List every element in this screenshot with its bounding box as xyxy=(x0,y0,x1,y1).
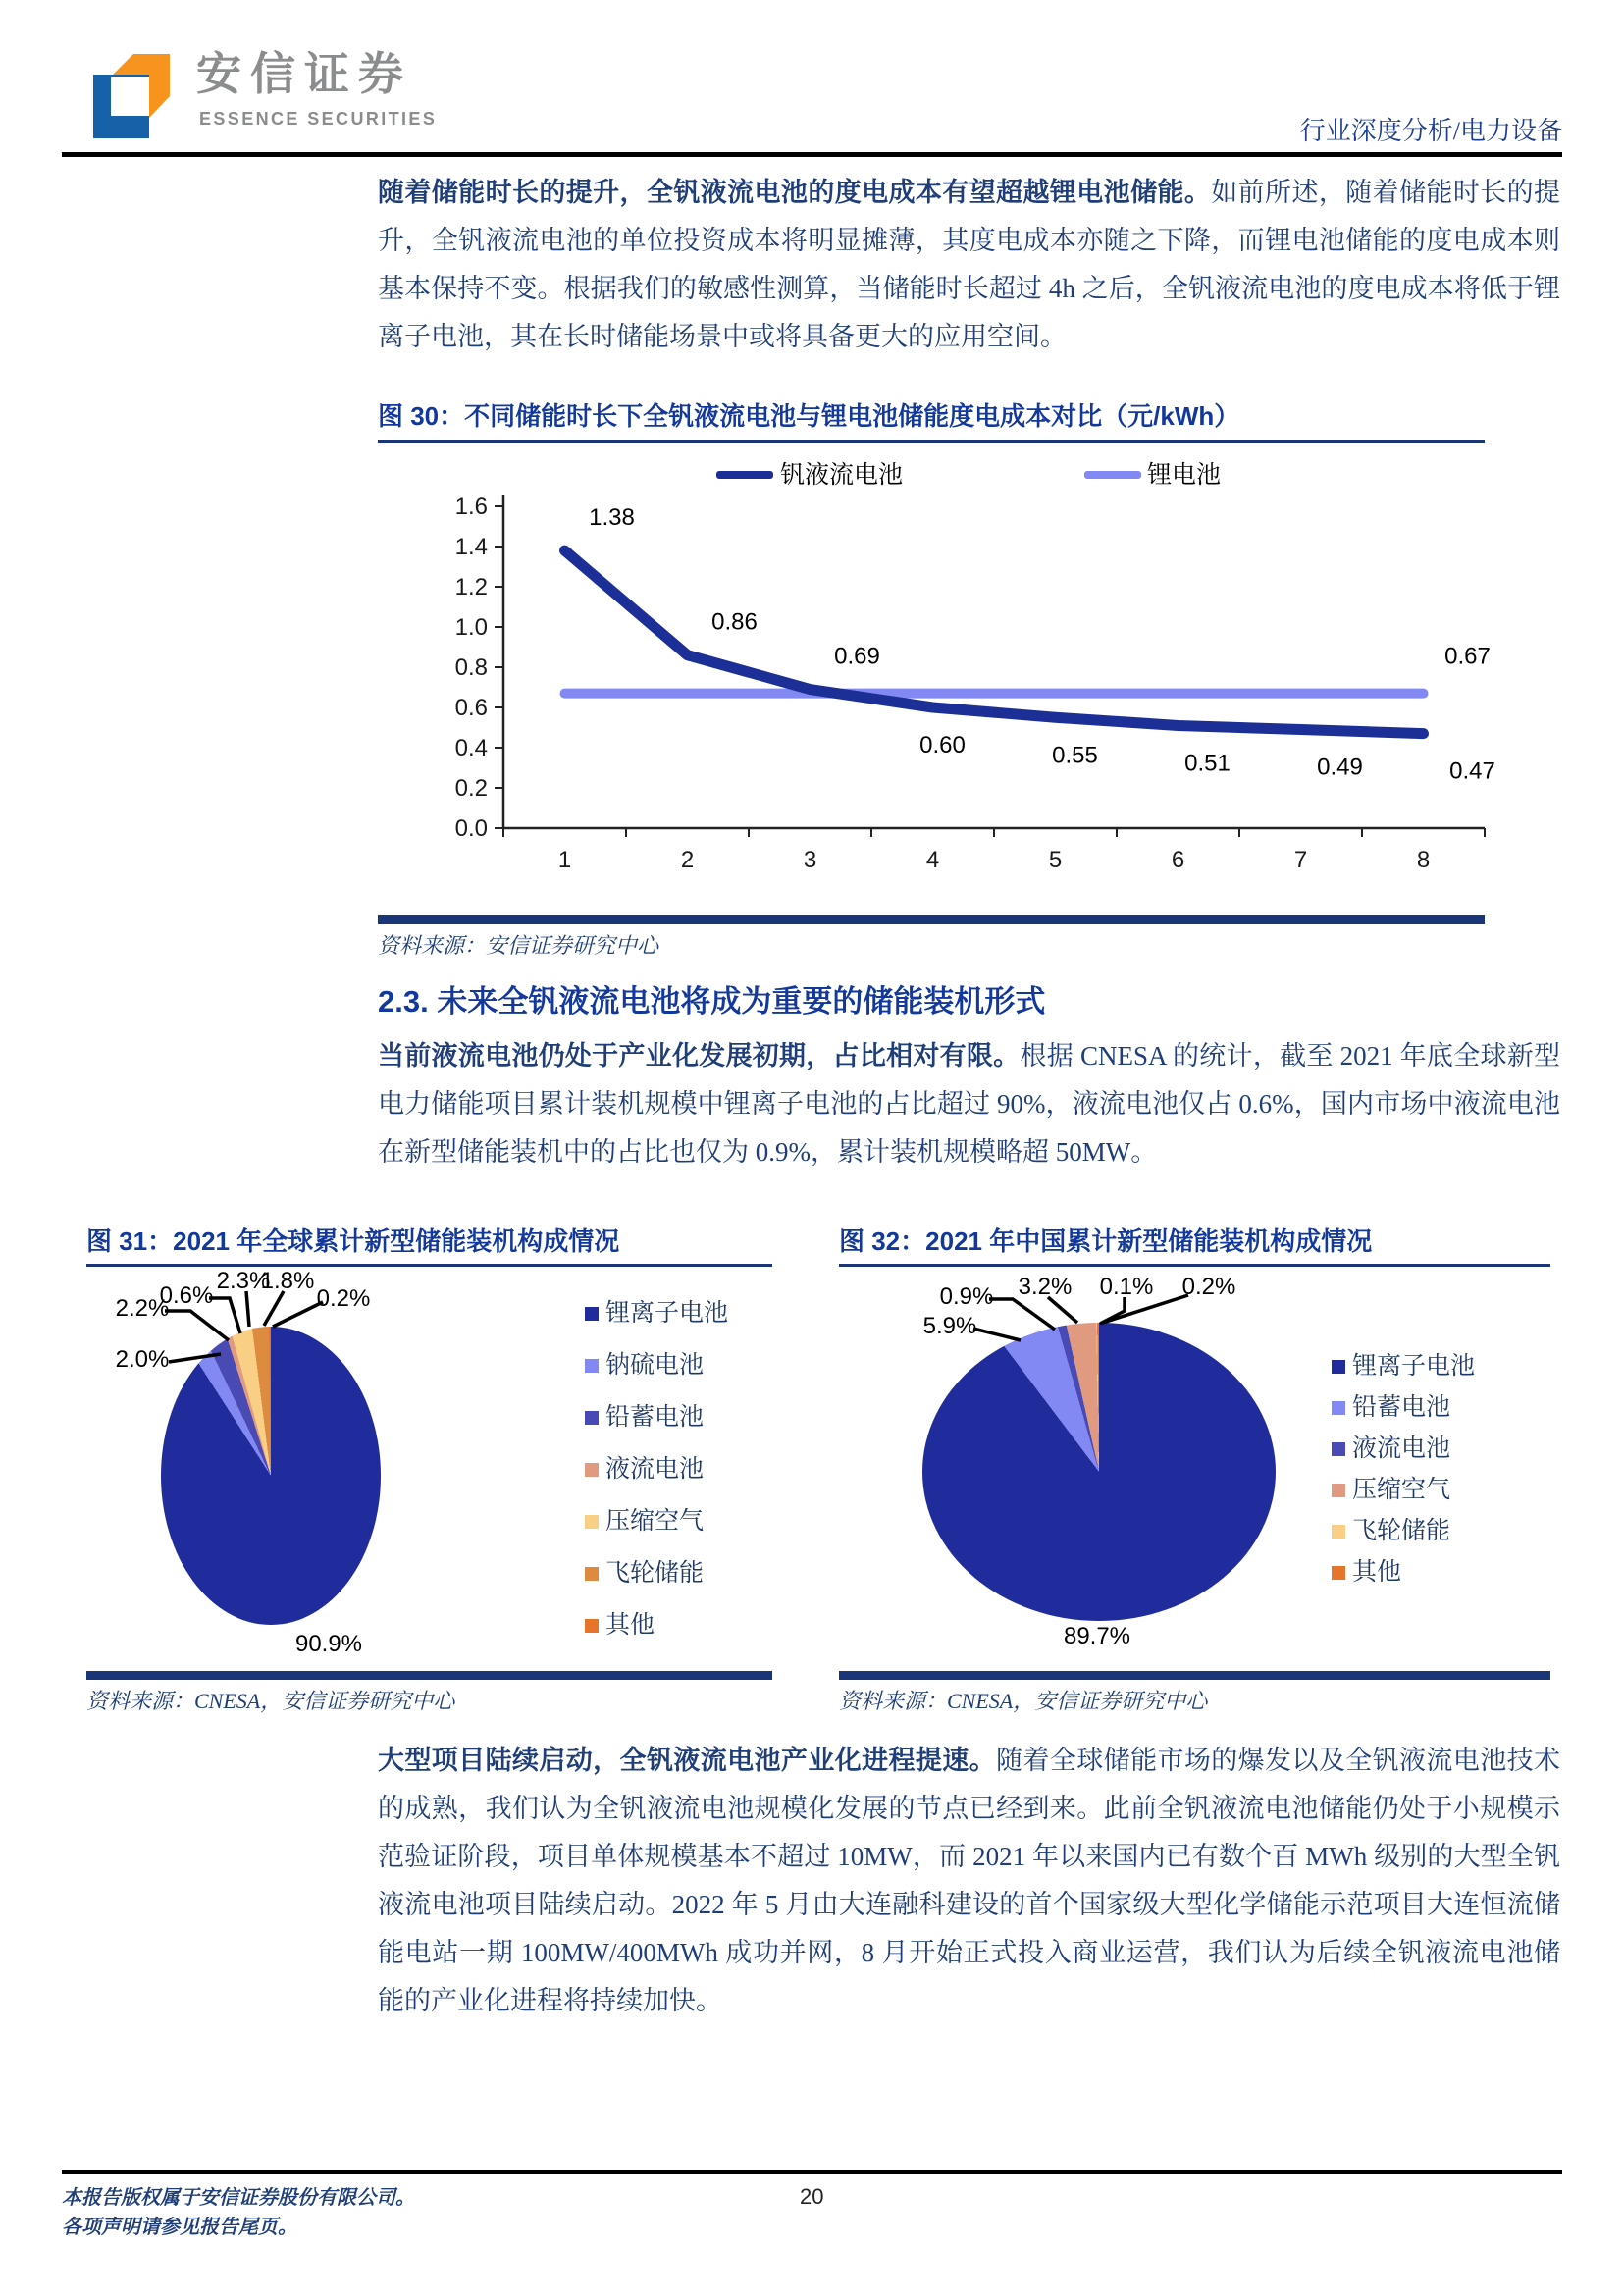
pie-slice-label: 0.9% xyxy=(939,1283,994,1310)
figure32-source: 资料来源：CNESA，安信证券研究中心 xyxy=(839,1689,1208,1713)
legend-item: 压缩空气 xyxy=(1332,1470,1475,1511)
svg-text:1.6: 1.6 xyxy=(454,494,488,520)
figure31-legend xyxy=(585,1287,728,1651)
svg-text:4: 4 xyxy=(925,847,940,873)
figure32-title: 图 32：2021 年中国累计新型储能装机构成情况 xyxy=(839,1226,1373,1256)
legend-item: 其他 xyxy=(1332,1552,1475,1593)
figure30-title-underline xyxy=(378,440,1485,443)
pie-slice-label: 2.3% xyxy=(216,1268,271,1294)
legend-swatch xyxy=(1332,1401,1345,1415)
legend-swatch xyxy=(1332,1484,1345,1497)
legend-swatch xyxy=(585,1515,599,1529)
header-rule xyxy=(62,152,1562,157)
svg-text:0.51: 0.51 xyxy=(1184,750,1231,777)
pie-slice-label: 2.0% xyxy=(115,1346,170,1373)
legend-swatch xyxy=(585,1411,599,1425)
legend-swatch xyxy=(585,1359,599,1373)
brand-name-cn: 安信证券 xyxy=(196,48,412,99)
svg-text:1.2: 1.2 xyxy=(454,574,488,600)
svg-text:1.38: 1.38 xyxy=(589,504,635,532)
svg-text:2: 2 xyxy=(680,847,695,873)
paragraph-cost-comparison xyxy=(378,169,1560,361)
footer-disclaimer: 各项声明请参见报告尾页。 xyxy=(62,2217,297,2238)
pie-slice-label: 5.9% xyxy=(922,1313,977,1339)
paragraph-lead: 随着储能时长的提升，全钒液流电池的度电成本有望超越锂电池储能。 xyxy=(378,178,1212,207)
svg-text:0.60: 0.60 xyxy=(919,732,966,758)
svg-text:0.67: 0.67 xyxy=(1444,643,1491,670)
figure32-legend xyxy=(1332,1346,1475,1593)
svg-text:0.55: 0.55 xyxy=(1052,742,1098,769)
figure32-title-underline xyxy=(839,1264,1550,1267)
paragraph-body: 如前所述，随着储能时长的提升，全钒液流电池的单位投资成本将明显摊薄，其度电成本亦随之下降，而锂电池储能的度电成本则基本保持不变。根据我们的敏感性测算，当储能时长超过 4h 之后，全钒液流电池的度电成本将低于锂离子电池，其在长时储能场景中或将具备更大的应用空间。 xyxy=(378,178,1561,351)
pie-slice-label: 89.7% xyxy=(1063,1623,1131,1649)
legend-label-vanadium: 钒液流电池 xyxy=(780,461,904,489)
legend-item: 液流电池 xyxy=(585,1443,728,1495)
pie-slice-label: 90.9% xyxy=(294,1631,363,1657)
page-number: 20 xyxy=(800,2184,824,2209)
svg-text:7: 7 xyxy=(1293,847,1308,873)
svg-text:0.4: 0.4 xyxy=(454,735,488,761)
svg-text:0.0: 0.0 xyxy=(454,815,488,842)
svg-text:0.49: 0.49 xyxy=(1317,754,1363,781)
svg-text:0.2: 0.2 xyxy=(454,775,488,802)
pie-chart-global-storage-mix xyxy=(161,1327,381,1625)
legend-item: 锂离子电池 xyxy=(585,1287,728,1339)
pie-slice-label: 3.2% xyxy=(1018,1274,1073,1300)
figure31-title-underline xyxy=(86,1264,772,1267)
svg-text:0.6: 0.6 xyxy=(454,695,488,721)
svg-text:8: 8 xyxy=(1416,847,1431,873)
legend-item: 飞轮储能 xyxy=(1332,1511,1475,1552)
svg-text:3: 3 xyxy=(803,847,817,873)
section-heading-2-3: 2.3. 未来全钒液流电池将成为重要的储能装机形式 xyxy=(378,984,1046,1018)
brand-name-en: ESSENCE SECURITIES xyxy=(199,109,438,129)
legend-swatch xyxy=(1332,1442,1345,1456)
svg-text:6: 6 xyxy=(1171,847,1185,873)
figure31-title: 图 31：2021 年全球累计新型储能装机构成情况 xyxy=(86,1226,620,1256)
figure30-line-chart xyxy=(378,447,1495,918)
paragraph-projects xyxy=(378,1737,1560,2025)
svg-text:0.8: 0.8 xyxy=(454,654,488,681)
pie-slice-label: 1.8% xyxy=(260,1268,315,1294)
pie-slice-label: 0.2% xyxy=(316,1285,371,1312)
legend-item: 锂离子电池 xyxy=(1332,1346,1475,1387)
svg-text:1: 1 xyxy=(557,847,572,873)
legend-swatch xyxy=(1332,1525,1345,1539)
legend-swatch xyxy=(1332,1566,1345,1580)
legend-item: 铅蓄电池 xyxy=(585,1391,728,1443)
pie-slice-label: 2.2% xyxy=(115,1295,170,1322)
paragraph-lead: 大型项目陆续启动，全钒液流电池产业化进程提速。 xyxy=(378,1746,997,1775)
paragraph-body: 根据 CNESA 的统计，截至 2021 年底全球新型电力储能项目累计装机规模中锂离子电池的占比超过 90%，液流电池仅占 0.6%，国内市场中液流电池在新型储能装机中的占比也仅为 0.9%，累计装机规模略超 50MW。 xyxy=(378,1041,1560,1167)
pie-slice-label: 0.6% xyxy=(159,1282,214,1309)
svg-text:0.86: 0.86 xyxy=(711,608,758,636)
footer-copyright: 本报告版权属于安信证券股份有限公司。 xyxy=(62,2187,415,2209)
figure30-bottom-bar xyxy=(378,915,1485,924)
pie-chart-china-storage-mix xyxy=(922,1323,1276,1621)
paragraph-body: 随着全球储能市场的爆发以及全钒液流电池技术的成熟，我们认为全钒液流电池规模化发展的节点已经到来。此前全钒液流电池储能仍处于小规模示范验证阶段，项目单体规模基本不超过 10MW，而 2021 年以来国内已有数个百 MWh 级别的大型全钒液流电池项目陆续启动。2022 年 5 月由大连融科建设的首个国家级大型化学储能示范项目大连恒流储能电站一期 100MW/400MWh 成功并网，8 月开始正式投入商业运营，我们认为后续全钒液流电池储能的产业化进程将持续加快。 xyxy=(378,1746,1560,2015)
figure31-bottom-bar xyxy=(86,1671,772,1680)
legend-label-lithium: 锂电池 xyxy=(1147,461,1222,489)
svg-text:0.69: 0.69 xyxy=(834,643,880,670)
legend-item: 压缩空气 xyxy=(585,1495,728,1547)
svg-text:0.47: 0.47 xyxy=(1449,757,1495,785)
legend-item: 液流电池 xyxy=(1332,1429,1475,1470)
legend-item: 飞轮储能 xyxy=(585,1547,728,1599)
pie-slice-label: 0.1% xyxy=(1099,1274,1154,1300)
legend-swatch xyxy=(585,1619,599,1633)
pie-slice-label: 0.2% xyxy=(1181,1274,1236,1300)
legend-swatch xyxy=(585,1307,599,1321)
footer-rule xyxy=(62,2170,1562,2174)
legend-item: 其他 xyxy=(585,1599,728,1651)
svg-text:1.0: 1.0 xyxy=(454,614,488,641)
figure30-title: 图 30：不同储能时长下全钒液流电池与锂电池储能度电成本对比（元/kWh） xyxy=(378,401,1240,431)
legend-swatch xyxy=(1332,1360,1345,1374)
report-type-label: 行业深度分析/电力设备 xyxy=(1299,117,1562,145)
legend-item: 钠硫电池 xyxy=(585,1339,728,1391)
figure31-source: 资料来源：CNESA，安信证券研究中心 xyxy=(86,1689,455,1713)
paragraph-market-share xyxy=(378,1032,1560,1176)
figure32-bottom-bar xyxy=(839,1671,1550,1680)
legend-item: 铅蓄电池 xyxy=(1332,1387,1475,1429)
svg-text:5: 5 xyxy=(1048,847,1063,873)
figure30-source: 资料来源：安信证券研究中心 xyxy=(378,933,659,958)
legend-swatch xyxy=(585,1463,599,1477)
paragraph-lead: 当前液流电池仍处于产业化发展初期，占比相对有限。 xyxy=(378,1041,1021,1070)
essence-securities-logo-icon xyxy=(62,35,175,143)
line-chart-plot-area xyxy=(378,447,1495,918)
svg-text:1.4: 1.4 xyxy=(454,534,488,560)
legend-swatch xyxy=(585,1567,599,1581)
